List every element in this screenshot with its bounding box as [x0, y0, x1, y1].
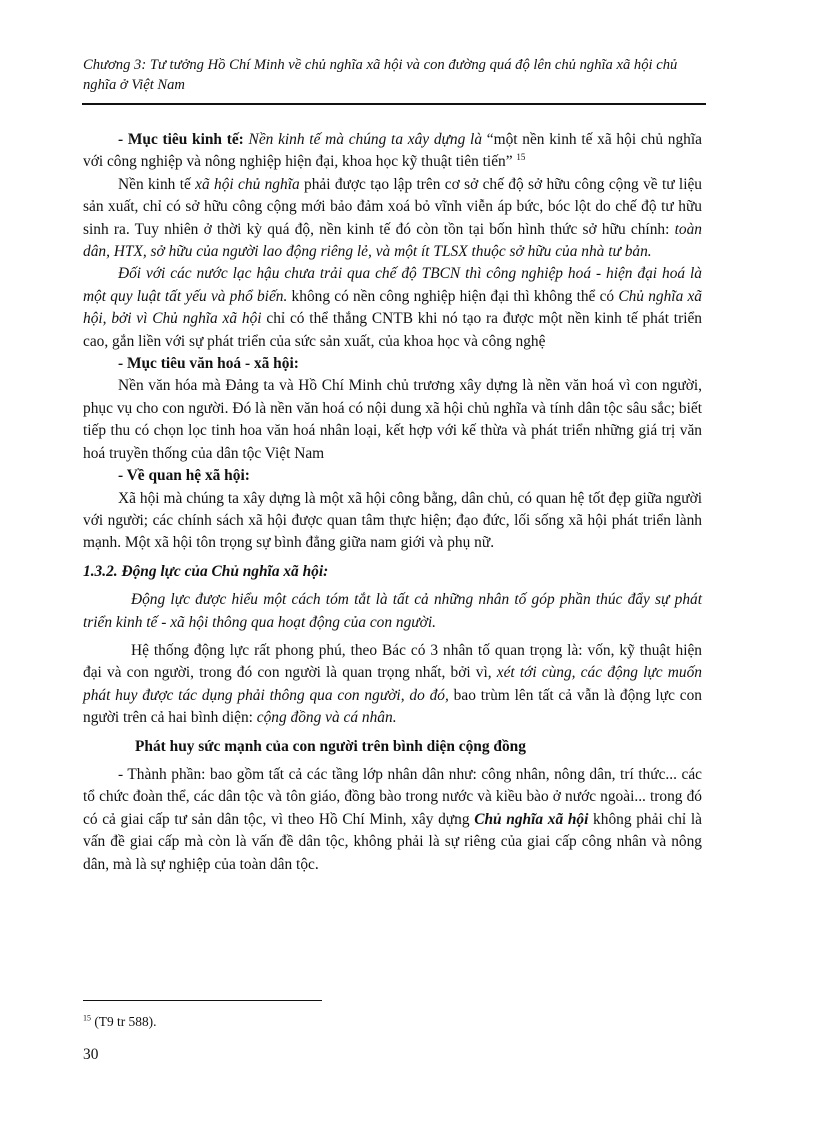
- economic-goal-label: - Mục tiêu kinh tế:: [118, 131, 244, 148]
- culture-goal-label: - Mục tiêu văn hoá - xã hội:: [118, 355, 299, 373]
- text-run: không có nền công nghiệp hiện đại thì không thể có: [287, 287, 619, 305]
- header-rule: [82, 103, 706, 105]
- economic-goal-quote: “một nền kinh tế xã hội chủ nghĩa với công nghiệp và nông nghiệp hiện đại, khoa học kỹ thuật tiên tiến”: [83, 131, 702, 171]
- motive-definition-paragraph: Động lực được hiểu một cách tóm tắt là tất cả những nhân tố góp phần thúc đẩy sự phát triển kinh tế - xã hội thông qua hoạt động của con người.: [83, 591, 702, 631]
- body-text: [83, 129, 702, 876]
- text-run: Đối với các nước lạc hậu chưa trải qua chế độ TBCN thì công nghiệp hoá - hiện đại hoá là một quy luật tất yếu và phổ biến.: [83, 265, 702, 305]
- economic-ownership-paragraph: [83, 174, 702, 264]
- text-run: toàn dân, HTX, sở hữu của người lao động riêng lẻ, và một ít TLSX thuộc sở hữu của nhà tư bản.: [83, 220, 702, 261]
- text-run: Chủ nghĩa xã hội: [474, 810, 589, 828]
- motive-system-paragraph: [83, 640, 702, 730]
- text-run: - Thành phần: bao gồm tất cả các tầng lớp nhân dân như: công nhân, nông dân, trí thức... các tổ chức đoàn thể, các dân tộc và tôn giáo, đồng bào trong nước và kiều bào ở nước ngoài... trong đó có cả giai cấp tư sản dân tộc, vì theo Hồ Chí Minh, xây dựng: [83, 765, 702, 828]
- community-composition-paragraph: [83, 764, 702, 876]
- text-run: Nền kinh tế: [118, 175, 196, 193]
- footnote-number: 15: [83, 1013, 91, 1023]
- economic-goal-lead: Nền kinh tế mà chúng ta xây dựng là: [243, 131, 487, 148]
- culture-goal-paragraph: Nền văn hóa mà Đảng ta và Hồ Chí Minh chủ trương xây dựng là nền văn hoá vì con người, phục vụ cho con người. Đó là nền văn hoá có nội dung xã hội chủ nghĩa và tính dân tộc sâu sắc; biết tiếp thu có chọn lọc tinh hoa văn hoá nhân loại, kết hợp với kế thừa và phát triển những giá trị văn hoá truyền thống của dân tộc Việt Nam: [83, 377, 702, 462]
- text-run: chỉ có thể thắng CNTB khi nó tạo ra được một nền kinh tế phát triển cao, gắn liền với sự phát triển của sức sản xuất, của khoa học và công nghệ: [83, 310, 702, 350]
- text-run: xét tới cùng, các động lực muốn phát huy được tác dụng phải thông qua con người, do đó,: [83, 664, 702, 704]
- footnote-ref-15[interactable]: 15: [516, 152, 526, 163]
- economic-goal-paragraph: [83, 129, 702, 174]
- social-relations-paragraph: Xã hội mà chúng ta xây dựng là một xã hội công bằng, dân chủ, có quan hệ tốt đẹp giữa người với người; các chính sách xã hội được quan tâm thực hiện; đạo đức, lối sống xã hội phát triển lành mạnh. Một xã hội tôn trọng sự bình đẳng giữa nam giới và phụ nữ.: [83, 489, 702, 552]
- text-run: bao trùm lên tất cả vẫn là động lực con người trên cả hai bình diện:: [83, 686, 702, 727]
- text-run: phải được tạo lập trên cơ sở chế độ sở hữu công cộng về tư liệu sản xuất, chỉ có sở hữu công cộng mới bảo đảm xoá bỏ vĩnh viễn áp bức, bóc lột do chế độ tư hữu sinh ra. Tuy nhiên ở thời kỳ quá độ, nền kinh tế đó còn tồn tại bốn hình thức sở hữu chính:: [83, 175, 703, 238]
- text-run: không phải chỉ là vấn đề giai cấp mà còn là vấn đề dân tộc, không phải là sự riêng của giai cấp công nhân và nông dân, mà là sự nghiệp của toàn dân tộc.: [83, 810, 702, 873]
- industrialization-paragraph: [83, 263, 702, 353]
- running-header: Chương 3: Tư tưởng Hồ Chí Minh về chủ nghĩa xã hội và con đường quá độ lên chủ nghĩa xã hội chủ nghĩa ở Việt Nam: [83, 57, 678, 93]
- footnote-text: (T9 tr 588).: [91, 1014, 157, 1029]
- text-run: Hệ thống động lực rất phong phú, theo Bác có 3 nhân tố quan trọng là: vốn, kỹ thuật hiện đại và con người, trong đó con người là quan trọng nhất, bởi vì,: [83, 641, 702, 682]
- footnote-15: [83, 1013, 156, 1031]
- footnote-rule: [83, 1000, 322, 1001]
- community-heading: Phát huy sức mạnh của con người trên bình diện cộng đồng: [135, 737, 526, 755]
- text-run: cộng đồng và cá nhân.: [256, 709, 397, 727]
- social-relations-label: - Về quan hệ xã hội:: [118, 467, 250, 485]
- text-run: xã hội chủ nghĩa: [195, 175, 300, 193]
- text-run: Chủ nghĩa xã hội, bởi vì Chủ nghĩa xã hội: [83, 287, 703, 328]
- section-heading-1-3-2: 1.3.2. Động lực của Chủ nghĩa xã hội:: [83, 562, 329, 580]
- page-number: 30: [83, 1046, 99, 1063]
